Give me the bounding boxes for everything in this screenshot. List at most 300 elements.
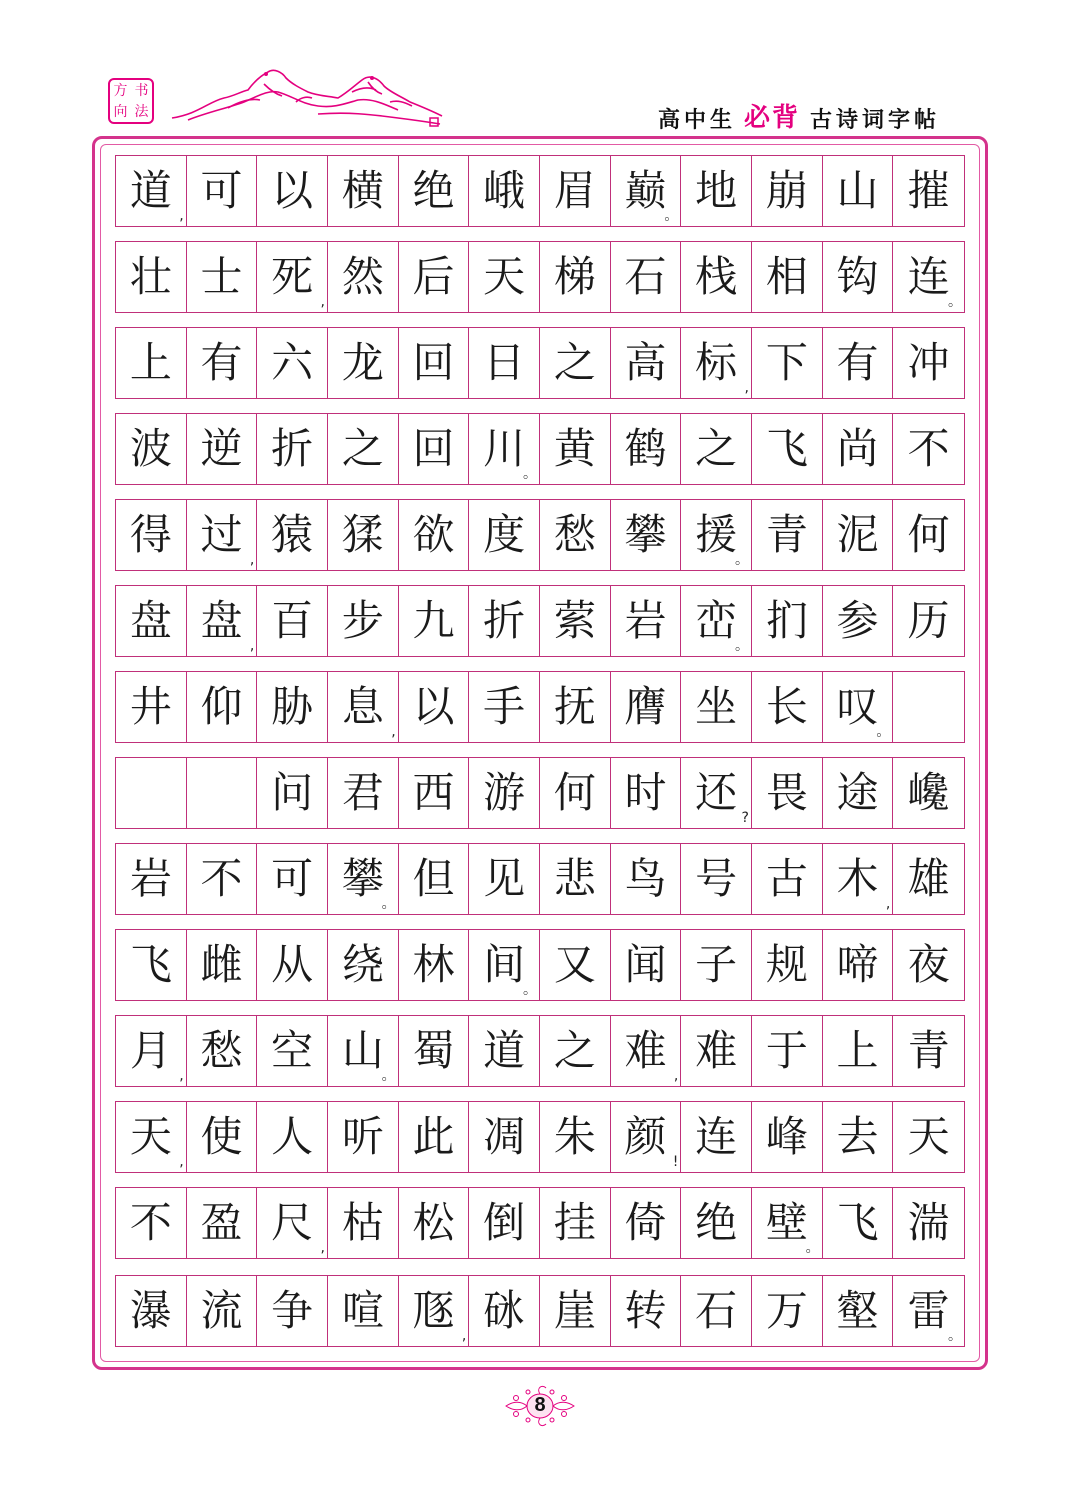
hanzi-character: 道 [483,1026,526,1075]
punctuation-mark: , [673,1068,679,1084]
hanzi-character: 长 [765,682,808,731]
practice-cell [257,586,328,656]
hanzi-character: 何 [553,768,596,817]
hanzi-character: 青 [907,1026,950,1075]
seal-char: 方 [113,82,128,99]
hanzi-character: 扪 [765,596,808,645]
hanzi-character: 何 [907,510,950,559]
practice-row [115,1275,965,1347]
hanzi-character: 闻 [624,940,667,989]
hanzi-character: 猱 [341,510,384,559]
hanzi-character: 见 [483,854,526,903]
hanzi-character: 有 [200,338,243,387]
hanzi-character: 崖 [553,1286,596,1335]
punctuation-mark: 。 [381,1068,396,1084]
brand-seal [108,78,154,124]
hanzi-character: 过 [200,510,243,559]
practice-cell [257,930,328,1000]
hanzi-character: 峦 [695,596,738,645]
practice-cell [257,156,328,226]
practice-cell [399,414,470,484]
practice-cell [752,1016,823,1086]
practice-cell [540,586,611,656]
hanzi-character: 膺 [624,682,667,731]
practice-cell [893,1188,964,1258]
practice-cell [611,758,682,828]
hanzi-character: 木 [836,854,879,903]
hanzi-character: 流 [200,1286,243,1335]
hanzi-character: 回 [412,424,455,473]
hanzi-character: 之 [695,424,738,473]
hanzi-character: 攀 [624,510,667,559]
practice-cell [681,844,752,914]
hanzi-character: 飞 [836,1198,879,1247]
hanzi-character: 凋 [483,1112,526,1161]
practice-cell [681,1016,752,1086]
practice-cell [116,758,187,828]
hanzi-character: 听 [341,1112,384,1161]
hanzi-character: 雷 [907,1286,950,1335]
hanzi-character: 岩 [624,596,667,645]
practice-cell [681,414,752,484]
practice-cell [469,1102,540,1172]
hanzi-character: 上 [129,338,172,387]
hanzi-character: 山 [341,1026,384,1075]
hanzi-character: 时 [624,768,667,817]
practice-cell [823,328,894,398]
hanzi-character: 坐 [695,682,738,731]
hanzi-character: 尚 [836,424,879,473]
practice-cell [681,930,752,1000]
practice-cell [328,672,399,742]
practice-cell [469,414,540,484]
practice-cell [823,414,894,484]
hanzi-character: 钩 [836,252,879,301]
hanzi-character: 摧 [907,166,950,215]
hanzi-character: 还 [695,768,738,817]
practice-cell [328,1276,399,1346]
practice-cell [187,1016,258,1086]
practice-row [115,757,965,829]
practice-cell [116,672,187,742]
punctuation-mark: , [320,294,325,310]
page-number: 8 [534,1394,546,1416]
hanzi-character: 不 [200,854,243,903]
practice-cell [540,242,611,312]
practice-cell [823,500,894,570]
hanzi-character: 天 [483,252,526,301]
practice-cell [752,672,823,742]
practice-cell [893,672,964,742]
hanzi-character: 叹 [836,682,879,731]
hanzi-character: 九 [412,596,455,645]
hanzi-character: 仰 [200,682,243,731]
practice-cell [893,586,964,656]
hanzi-character: 息 [341,682,384,731]
practice-cell [893,844,964,914]
punctuation-mark: , [391,724,396,740]
practice-cell [469,1188,540,1258]
hanzi-character: 天 [129,1112,172,1161]
practice-cell [823,156,894,226]
hanzi-character: 胁 [271,682,314,731]
hanzi-character: 历 [907,596,950,645]
punctuation-mark: 。 [522,982,537,998]
hanzi-character: 崩 [765,166,808,215]
practice-cell [893,156,964,226]
hanzi-character: 折 [271,424,314,473]
hanzi-character: 万 [765,1286,808,1335]
hanzi-character: 豗 [412,1286,455,1335]
hanzi-character: 争 [271,1286,314,1335]
page-number-badge [500,1382,580,1432]
hanzi-character: 壑 [836,1286,879,1335]
hanzi-character: 愁 [553,510,596,559]
hanzi-character: 号 [695,854,738,903]
punctuation-mark: 。 [734,638,749,654]
punctuation-mark: ? [741,810,749,826]
practice-cell [116,156,187,226]
hanzi-character: 砯 [483,1286,526,1335]
hanzi-character: 途 [836,768,879,817]
hanzi-character: 空 [271,1026,314,1075]
punctuation-mark: , [179,1068,184,1084]
practice-cell [116,930,187,1000]
hanzi-character: 峰 [765,1112,808,1161]
hanzi-character: 盘 [200,596,243,645]
practice-cell [399,156,470,226]
practice-cell [399,758,470,828]
practice-cell [257,1276,328,1346]
practice-row [115,1015,965,1087]
practice-cell [399,1188,470,1258]
hanzi-character: 西 [412,768,455,817]
practice-row [115,585,965,657]
hanzi-character: 以 [271,166,314,215]
practice-cell [611,672,682,742]
hanzi-character: 栈 [695,252,738,301]
hanzi-character: 不 [129,1198,172,1247]
practice-row [115,155,965,227]
practice-cell [752,1102,823,1172]
practice-cell [399,1102,470,1172]
practice-row [115,499,965,571]
hanzi-character: 月 [129,1026,172,1075]
practice-cell [399,500,470,570]
punctuation-mark: ! [672,1154,679,1170]
hanzi-character: 枯 [341,1198,384,1247]
hanzi-character: 喧 [341,1286,384,1335]
practice-cell [469,930,540,1000]
practice-cell [823,758,894,828]
hanzi-character: 回 [412,338,455,387]
practice-row [115,843,965,915]
practice-cell [681,156,752,226]
practice-cell [399,930,470,1000]
hanzi-character: 挂 [553,1198,596,1247]
practice-cell [469,672,540,742]
practice-cell [681,1188,752,1258]
practice-cell [257,328,328,398]
practice-cell [823,1276,894,1346]
hanzi-character: 可 [271,854,314,903]
hanzi-character: 飞 [129,940,172,989]
practice-cell [611,328,682,398]
practice-cell [611,500,682,570]
practice-cell [187,328,258,398]
hanzi-character: 于 [765,1026,808,1075]
hanzi-character: 标 [695,338,738,387]
practice-cell [257,1188,328,1258]
practice-row [115,327,965,399]
practice-cell [752,242,823,312]
practice-cell [893,500,964,570]
punctuation-mark: , [179,208,184,224]
hanzi-character: 此 [412,1112,455,1161]
practice-cell [752,1276,823,1346]
practice-cell [116,1016,187,1086]
seal-char: 向 [113,103,128,120]
practice-cell [469,500,540,570]
practice-cell [469,156,540,226]
practice-cell [893,242,964,312]
practice-cell [328,930,399,1000]
practice-cell [681,242,752,312]
hanzi-character: 石 [624,252,667,301]
practice-cell [257,1102,328,1172]
hanzi-character: 夜 [907,940,950,989]
punctuation-mark: , [744,380,749,396]
practice-cell [399,844,470,914]
practice-cell [611,156,682,226]
practice-cell [257,500,328,570]
hanzi-character: 绝 [695,1198,738,1247]
practice-cell [540,930,611,1000]
hanzi-character: 游 [483,768,526,817]
punctuation-mark: , [320,1240,325,1256]
hanzi-character: 连 [907,252,950,301]
hanzi-character: 度 [483,510,526,559]
hanzi-character: 湍 [907,1198,950,1247]
hanzi-character: 悲 [553,854,596,903]
hanzi-character: 瀑 [129,1286,172,1335]
hanzi-character: 颜 [624,1112,667,1161]
hanzi-character: 尺 [271,1198,314,1247]
practice-cell [187,672,258,742]
hanzi-character: 不 [907,424,950,473]
practice-cell [681,672,752,742]
hanzi-character: 后 [412,252,455,301]
practice-row [115,1101,965,1173]
practice-cell [611,1016,682,1086]
practice-cell [681,758,752,828]
practice-cell [893,414,964,484]
hanzi-character: 难 [695,1026,738,1075]
hanzi-character: 横 [341,166,384,215]
hanzi-character: 六 [271,338,314,387]
practice-cell [187,414,258,484]
practice-cell [116,242,187,312]
hanzi-character: 林 [412,940,455,989]
hanzi-character: 相 [765,252,808,301]
hanzi-character: 愁 [200,1026,243,1075]
practice-cell [257,414,328,484]
hanzi-character: 盈 [200,1198,243,1247]
hanzi-character: 之 [341,424,384,473]
punctuation-mark: 。 [664,208,679,224]
hanzi-character: 难 [624,1026,667,1075]
punctuation-mark: , [885,896,891,912]
practice-cell [469,586,540,656]
practice-cell [752,930,823,1000]
practice-cell [681,1276,752,1346]
hanzi-character: 步 [341,596,384,645]
practice-cell [187,844,258,914]
practice-cell [116,844,187,914]
hanzi-character: 鸟 [624,854,667,903]
hanzi-character: 井 [129,682,172,731]
hanzi-character: 岩 [129,854,172,903]
title-highlight: 必背 [743,103,800,133]
hanzi-character: 壁 [765,1198,808,1247]
practice-cell [540,672,611,742]
practice-cell [752,844,823,914]
practice-cell [469,1276,540,1346]
seal-char: 书 [134,82,149,99]
hanzi-character: 峨 [483,166,526,215]
punctuation-mark: 。 [522,466,537,482]
practice-cell [116,1102,187,1172]
hanzi-character: 然 [341,252,384,301]
hanzi-character: 松 [412,1198,455,1247]
hanzi-character: 猿 [271,510,314,559]
hanzi-character: 间 [483,940,526,989]
hanzi-character: 去 [836,1112,879,1161]
practice-cell [540,1102,611,1172]
hanzi-character: 攀 [341,854,384,903]
practice-cell [752,586,823,656]
hanzi-character: 人 [271,1112,314,1161]
practice-cell [823,1188,894,1258]
practice-cell [681,500,752,570]
hanzi-character: 连 [695,1112,738,1161]
practice-cell [540,758,611,828]
hanzi-character: 冲 [907,338,950,387]
hanzi-character: 巅 [624,166,667,215]
practice-cell [116,414,187,484]
hanzi-character: 从 [271,940,314,989]
hanzi-character: 青 [765,510,808,559]
hanzi-character: 转 [624,1286,667,1335]
practice-cell [893,930,964,1000]
title-right: 古诗词字帖 [809,108,940,133]
practice-row [115,241,965,313]
practice-cell [399,1016,470,1086]
practice-cell [469,242,540,312]
practice-cell [611,1276,682,1346]
practice-cell [681,586,752,656]
practice-cell [328,1016,399,1086]
practice-cell [469,328,540,398]
practice-cell [399,1276,470,1346]
practice-cell [187,930,258,1000]
practice-cell [611,586,682,656]
practice-cell [328,586,399,656]
practice-cell [399,586,470,656]
hanzi-character: 参 [836,596,879,645]
practice-cell [469,758,540,828]
practice-row [115,1187,965,1259]
hanzi-character: 飞 [765,424,808,473]
hanzi-character: 萦 [553,596,596,645]
practice-cell [187,1102,258,1172]
punctuation-mark: , [461,1328,467,1344]
punctuation-mark: 。 [876,724,891,740]
hanzi-character: 畏 [765,768,808,817]
hanzi-character: 规 [765,940,808,989]
hanzi-character: 盘 [129,596,172,645]
practice-cell [540,500,611,570]
practice-cell [611,414,682,484]
practice-cell [823,672,894,742]
practice-cell [328,1188,399,1258]
hanzi-character: 可 [200,166,243,215]
practice-cell [893,758,964,828]
hanzi-character: 士 [200,252,243,301]
hanzi-character: 问 [271,768,314,817]
hanzi-character: 逆 [200,424,243,473]
hanzi-character: 绝 [412,166,455,215]
practice-cell [257,758,328,828]
practice-cell [823,586,894,656]
hanzi-character: 君 [341,768,384,817]
hanzi-character: 山 [836,166,879,215]
practice-cell [540,156,611,226]
hanzi-character: 日 [483,338,526,387]
practice-cell [752,328,823,398]
practice-cell [257,672,328,742]
hanzi-character: 抚 [553,682,596,731]
hanzi-character: 援 [695,510,738,559]
hanzi-character: 朱 [553,1112,596,1161]
hanzi-character: 古 [765,854,808,903]
practice-cell [187,156,258,226]
practice-cell [823,1016,894,1086]
practice-cell [540,414,611,484]
practice-cell [681,328,752,398]
practice-cell [257,1016,328,1086]
hanzi-character: 有 [836,338,879,387]
punctuation-mark: 。 [381,896,396,912]
hanzi-character: 泥 [836,510,879,559]
hanzi-character: 又 [553,940,596,989]
seal-char: 法 [134,103,149,120]
practice-cell [328,328,399,398]
practice-cell [187,758,258,828]
practice-cell [469,844,540,914]
practice-row [115,413,965,485]
hanzi-character: 子 [695,940,738,989]
mountain-decoration [168,62,446,130]
hanzi-character: 雌 [200,940,243,989]
practice-cell [116,328,187,398]
hanzi-character: 绕 [341,940,384,989]
practice-cell [611,242,682,312]
hanzi-character: 倚 [624,1198,667,1247]
hanzi-character: 折 [483,596,526,645]
hanzi-character: 雄 [907,854,950,903]
hanzi-character: 之 [553,1026,596,1075]
